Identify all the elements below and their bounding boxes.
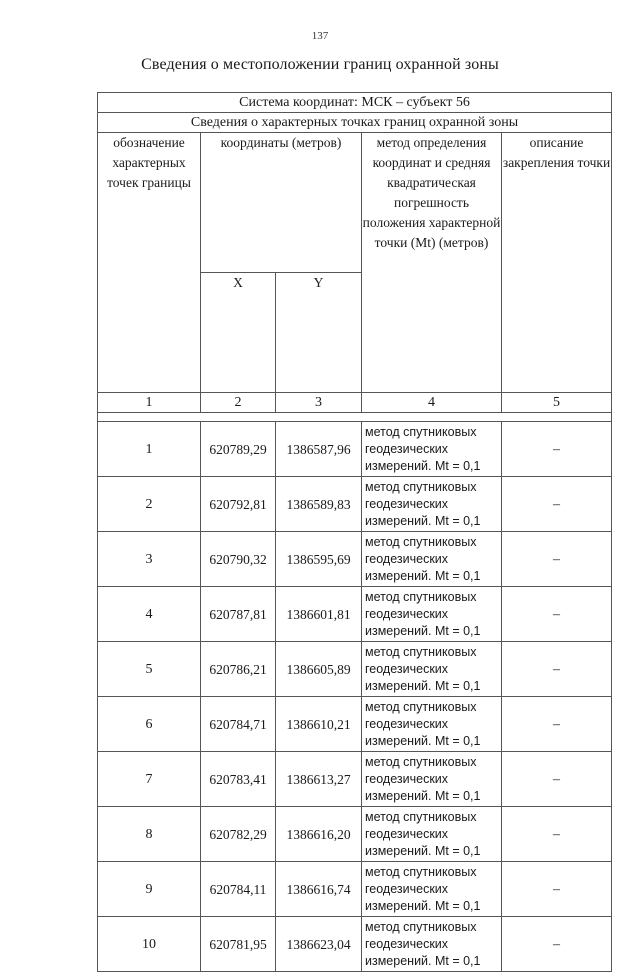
method-cell: метод спутниковых геодезических измерений. Mt = 0,1 (362, 642, 502, 697)
point-number-cell: 2 (98, 477, 201, 532)
method-cell: метод спутниковых геодезических измерений. Mt = 0,1 (362, 917, 502, 972)
y-coordinate-cell: 1386613,27 (276, 752, 362, 807)
x-coordinate-cell: 620784,11 (201, 862, 276, 917)
point-number-cell: 8 (98, 807, 201, 862)
column-number: 3 (276, 393, 362, 413)
fixing-description-cell: – (502, 807, 612, 862)
table-row (98, 862, 612, 917)
point-number-cell: 5 (98, 642, 201, 697)
point-designation-header: обозначение характерных точек границы (98, 133, 201, 393)
x-coordinate-cell: 620783,41 (201, 752, 276, 807)
fixing-description-cell: – (502, 752, 612, 807)
method-cell: метод спутниковых геодезических измерений. Mt = 0,1 (362, 697, 502, 752)
coordinate-system-header: Система координат: МСК – субъект 56 (98, 93, 612, 113)
boundary-points-table (97, 92, 612, 972)
x-header: X (201, 273, 276, 393)
point-number-cell: 6 (98, 697, 201, 752)
page-number: 137 (311, 30, 329, 42)
fixing-description-cell: – (502, 862, 612, 917)
x-coordinate-cell: 620792,81 (201, 477, 276, 532)
method-header: метод определения координат и средняя квадратическая погрешность положения характерной точки (Mt) (метров) (362, 133, 502, 393)
x-coordinate-cell: 620787,81 (201, 587, 276, 642)
y-coordinate-cell: 1386616,74 (276, 862, 362, 917)
column-number: 2 (201, 393, 276, 413)
fixing-description-cell: – (502, 477, 612, 532)
y-coordinate-cell: 1386601,81 (276, 587, 362, 642)
x-coordinate-cell: 620782,29 (201, 807, 276, 862)
x-coordinate-cell: 620790,32 (201, 532, 276, 587)
table-row (98, 642, 612, 697)
method-cell: метод спутниковых геодезических измерений. Mt = 0,1 (362, 752, 502, 807)
method-cell: метод спутниковых геодезических измерений. Mt = 0,1 (362, 807, 502, 862)
method-cell: метод спутниковых геодезических измерений. Mt = 0,1 (362, 477, 502, 532)
x-coordinate-cell: 620789,29 (201, 422, 276, 477)
y-coordinate-cell: 1386623,04 (276, 917, 362, 972)
fixing-description-cell: – (502, 422, 612, 477)
fixing-description-cell: – (502, 532, 612, 587)
table-row (98, 477, 612, 532)
y-coordinate-cell: 1386610,21 (276, 697, 362, 752)
y-coordinate-cell: 1386605,89 (276, 642, 362, 697)
y-coordinate-cell: 1386589,83 (276, 477, 362, 532)
x-coordinate-cell: 620786,21 (201, 642, 276, 697)
table-row (98, 917, 612, 972)
fixing-description-cell: – (502, 697, 612, 752)
column-number: 5 (502, 393, 612, 413)
coordinates-header: координаты (метров) (201, 133, 362, 273)
fixing-description-cell: – (502, 642, 612, 697)
x-coordinate-cell: 620784,71 (201, 697, 276, 752)
point-number-cell: 7 (98, 752, 201, 807)
point-number-cell: 1 (98, 422, 201, 477)
y-coordinate-cell: 1386595,69 (276, 532, 362, 587)
spacer-row (98, 413, 612, 422)
point-number-cell: 4 (98, 587, 201, 642)
document-title: Сведения о местоположении границ охранной зоны (141, 56, 499, 73)
method-cell: метод спутниковых геодезических измерений. Mt = 0,1 (362, 587, 502, 642)
y-coordinate-cell: 1386616,20 (276, 807, 362, 862)
table-row (98, 422, 612, 477)
column-numbers-row (98, 393, 612, 413)
column-number: 4 (362, 393, 502, 413)
y-coordinate-cell: 1386587,96 (276, 422, 362, 477)
point-number-cell: 9 (98, 862, 201, 917)
x-coordinate-cell: 620781,95 (201, 917, 276, 972)
table-row (98, 807, 612, 862)
point-number-cell: 10 (98, 917, 201, 972)
method-cell: метод спутниковых геодезических измерений. Mt = 0,1 (362, 422, 502, 477)
table-row (98, 697, 612, 752)
table-row (98, 752, 612, 807)
fixing-description-cell: – (502, 587, 612, 642)
column-number: 1 (98, 393, 201, 413)
table-row (98, 532, 612, 587)
method-cell: метод спутниковых геодезических измерений. Mt = 0,1 (362, 532, 502, 587)
fixing-description-cell: – (502, 917, 612, 972)
method-cell: метод спутниковых геодезических измерений. Mt = 0,1 (362, 862, 502, 917)
points-info-header: Сведения о характерных точках границ охранной зоны (98, 113, 612, 133)
y-header: Y (276, 273, 362, 393)
fixing-description-header: описание закрепления точки (502, 133, 612, 393)
point-number-cell: 3 (98, 532, 201, 587)
table-row (98, 587, 612, 642)
